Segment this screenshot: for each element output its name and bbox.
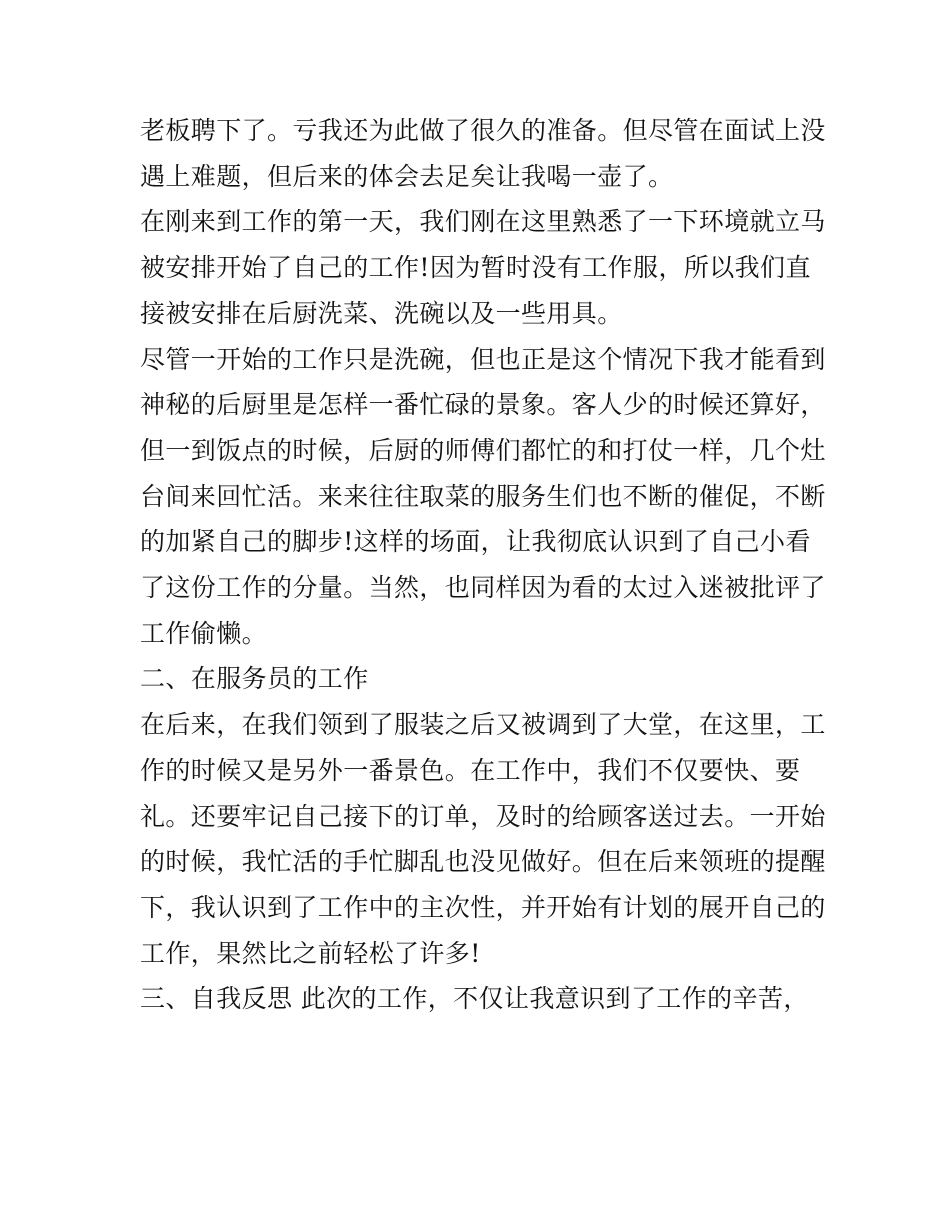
text-line: 工作，果然比之前轻松了许多! [140,938,481,968]
text-line: 神秘的后厨里是怎样一番忙碌的景象。客人少的时候还算好， [140,390,826,420]
text-line: 接被安排在后厨洗菜、洗碗以及一些用具。 [140,298,623,328]
text-line: 的加紧自己的脚步!这样的场面，让我彻底认识到了自己小看 [140,527,811,557]
text-line: 老板聘下了。亏我还为此做了很久的准备。但尽管在面试上没 [140,116,826,145]
text-line: 被安排开始了自己的工作!因为暂时没有工作服，所以我们直 [140,253,811,283]
section-heading: 三、自我反思 此次的工作，不仅让我意识到了工作的辛苦， [140,984,809,1014]
text-line: 在后来，在我们领到了服装之后又被调到了大堂，在这里，工 [140,710,826,740]
text-line: 尽管一开始的工作只是洗碗，但也正是这个情况下我才能看到 [140,344,826,374]
text-line: 作的时候又是另外一番景色。在工作中，我们不仅要快、要 [140,755,801,785]
text-line: 的时候，我忙活的手忙脚乱也没见做好。但在后来领班的提醒 [140,847,826,877]
text-line: 礼。还要牢记自己接下的订单，及时的给顾客送过去。一开始 [140,801,826,831]
text-line: 但一到饭点的时候，后厨的师傅们都忙的和打仗一样，几个灶 [140,435,826,465]
section-heading: 二、在服务员的工作 [140,664,369,694]
text-line: 遇上难题，但后来的体会去足矣让我喝一壶了。 [140,161,674,191]
text-line: 台间来回忙活。来来往往取菜的服务生们也不断的催促，不断 [140,481,826,511]
text-line: 在刚来到工作的第一天，我们刚在这里熟悉了一下环境就立马 [140,207,826,237]
document-body [140,108,826,1022]
text-line: 工作偷懒。 [140,618,268,648]
text-line: 下，我认识到了工作中的主次性，并开始有计划的展开自己的 [140,892,826,922]
text-line: 了这份工作的分量。当然，也同样因为看的太过入迷被批评了 [140,573,826,603]
